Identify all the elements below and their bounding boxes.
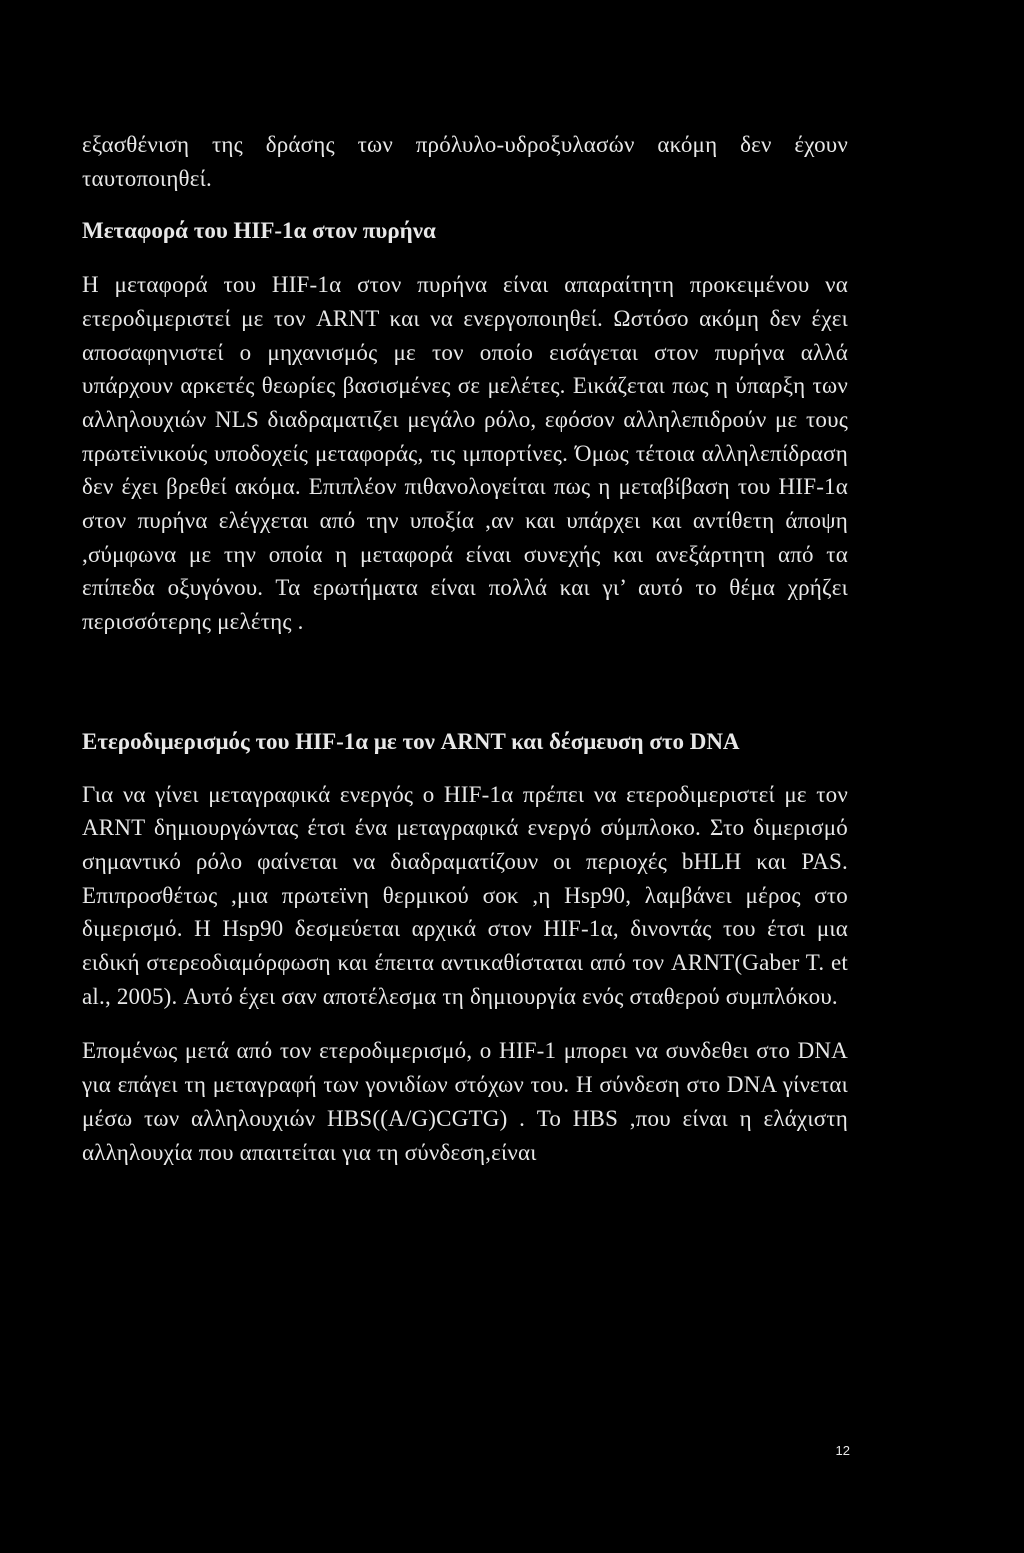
nuclear-transport-paragraph: Η μεταφορά του HIF-1α στον πυρήνα είναι απαραίτητη προκειμένου να ετεροδιμεριστεί με τον ARNT και να ενεργοποιηθεί. Ωστόσο ακόμη δεν έχει αποσαφηνιστεί ο μηχανισμός με τον οποίο εισάγεται στον πυρήνα αλλά υπάρχουν αρκετές θεωρίες βασισμένες σε μελέτες. Εικάζεται πως η ύπαρξη των αλληλουχιών NLS διαδραματιζει μεγάλο ρόλο, εφόσον αλληλεπιδρούν με τους πρωτεϊνικούς υποδοχείς μεταφοράς, τις ιμπορτίνες. Όμως τέτοια αλληλεπίδραση δεν έχει βρεθεί ακόμα. Επιπλέον πιθανολογείται πως η μεταβίβαση του HIF-1α στον πυρήνα ελέγχεται από την υποξία ,αν και υπάρχει και αντίθετη άποψη ,σύμφωνα με την οποία η μεταφορά είναι συνεχής και ανεξάρτητη από τα επίπεδα οξυγόνου. Τα ερωτήματα είναι πολλά και γι’ αυτό το θέμα χρήζει περισσότερης μελέτης . [82,272,848,635]
section-heading-heterodimerization: Ετεροδιμερισμός του HIF-1α με τον ARNT και δέσμευση στο DNA [82,728,740,754]
page-number: 12 [835,1443,850,1458]
section-heading-nuclear-transport: Μεταφορά του HIF-1α στον πυρήνα [82,218,436,244]
intro-paragraph: εξασθένιση της δράσης των πρόλυλο-υδροξυλασών ακόμη δεν έχουν ταυτοποιηθεί. [82,132,848,191]
dna-binding-paragraph: Επομένως μετά από τον ετεροδιμερισμό, ο HIF-1 μπορει να συνδεθει στο DNA για επάγει τη μεταγραφή των γονιδίων στόχων του. Η σύνδεση στο DNA γίνεται μέσω των αλληλουχιών HBS((A/G)CGTG) . Το HBS ,που είναι η ελάχιστη αλληλουχία που απαιτείται για τη σύνδεση,είναι [82,1038,848,1165]
heterodimerization-paragraph: Για να γίνει μεταγραφικά ενεργός ο HIF-1α πρέπει να ετεροδιμεριστεί με τον ARNT δημιουργώντας έτσι ένα μεταγραφικά ενεργό σύμπλοκο. Στο διμερισμό σημαντικό ρόλο φαίνεται να διαδραματίζουν οι περιοχές bHLH και PAS. Επιπροσθέτως ,μια πρωτεϊνη θερμικού σοκ ,η Hsp90, λαμβάνει μέρος στο διμερισμό. Η Hsp90 δεσμεύεται αρχικά στον HIF-1α, δινοντάς του έτσι μια ειδική στερεοδιαμόρφωση και έπειτα αντικαθίσταται από τον ARNT(Gaber T. et al., 2005). Αυτό έχει σαν αποτέλεσμα τη δημιουργία ενός σταθερού συμπλόκου. [82,781,848,1009]
document-page [82,128,848,1169]
